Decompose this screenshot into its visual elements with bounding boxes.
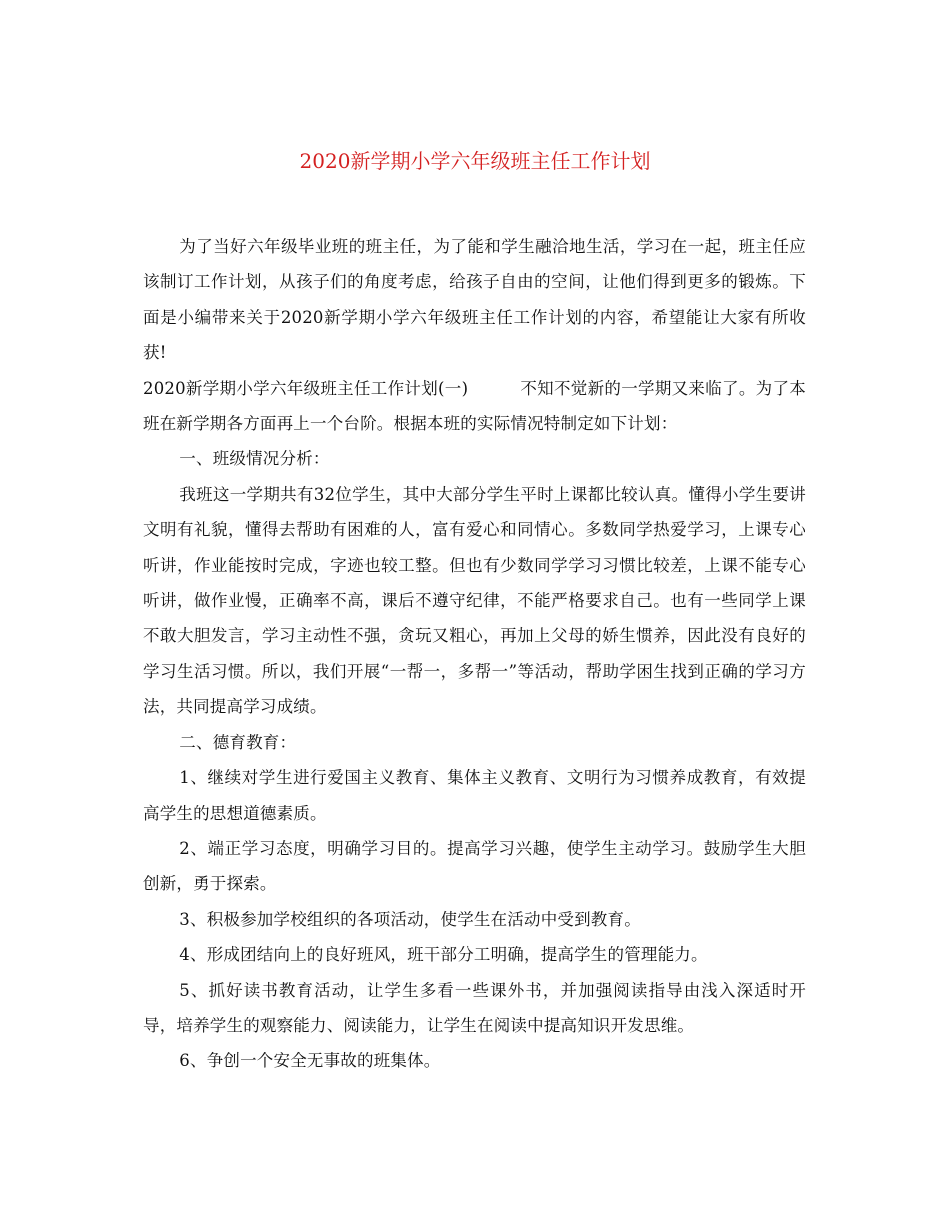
intro-paragraph: 为了当好六年级毕业班的班主任，为了能和学生融洽地生活，学习在一起，班主任应该制订工作计划，从孩子们的角度考虑，给孩子自由的空间，让他们得到更多的锻炼。下面是小编带来关于2020新学期小学六年级班主任工作计划的内容，希望能让大家有所收获! bbox=[143, 237, 806, 363]
document-title: 2020新学期小学六年级班主任工作计划 bbox=[299, 149, 651, 173]
section-paragraph bbox=[143, 371, 806, 442]
list-item: 5、抓好读书教育活动，让学生多看一些课外书，并加强阅读指导由浅入深适时开导，培养学生的观察能力、阅读能力，让学生在阅读中提高知识开发思维。 bbox=[143, 980, 806, 1035]
list-item: 6、争创一个安全无事故的班集体。 bbox=[179, 1051, 441, 1071]
part2-heading: 二、德育教育： bbox=[179, 732, 297, 752]
list-item: 2、端正学习态度，明确学习目的。提高学习兴趣，使学生主动学习。鼓励学生大胆创新，勇于探索。 bbox=[143, 838, 806, 894]
list-item: 3、积极参加学校组织的各项活动，使学生在活动中受到教育。 bbox=[179, 909, 641, 929]
part1-paragraph: 我班这一学期共有32位学生，其中大部分学生平时上课都比较认真。懂得小学生要讲文明有礼貌，懂得去帮助有困难的人，富有爱心和同情心。多数同学热爱学习，上课专心听讲，作业能按时完成，字迹也较工整。但也有少数同学学习习惯比较差，上课不能专心听讲，做作业慢，正确率不高，课后不遵守纪律，不能严格要求自己。也有一些同学上课不敢大胆发言，学习主动性不强，贪玩又粗心，再加上父母的娇生惯养，因此没有良好的学习生活习惯。所以，我们开展“一帮一，多帮一”等活动，帮助学困生找到正确的学习方法，共同提高学习成绩。 bbox=[143, 484, 806, 717]
document-body bbox=[143, 229, 806, 1079]
list-item: 4、形成团结向上的良好班风，班干部分工明确，提高学生的管理能力。 bbox=[179, 945, 708, 965]
list-item: 1、继续对学生进行爱国主义教育、集体主义教育、文明行为习惯养成教育，有效提高学生的思想道德素质。 bbox=[143, 768, 806, 823]
part1-heading: 一、班级情况分析： bbox=[179, 449, 330, 469]
section-lead: 不知不觉新的一学期又来临了。为了本班在新学期各方面再上一个台阶。根据本班的实际情况特制定如下计划： bbox=[143, 378, 806, 434]
section-heading: 2020新学期小学六年级班主任工作计划(一) bbox=[143, 378, 469, 398]
